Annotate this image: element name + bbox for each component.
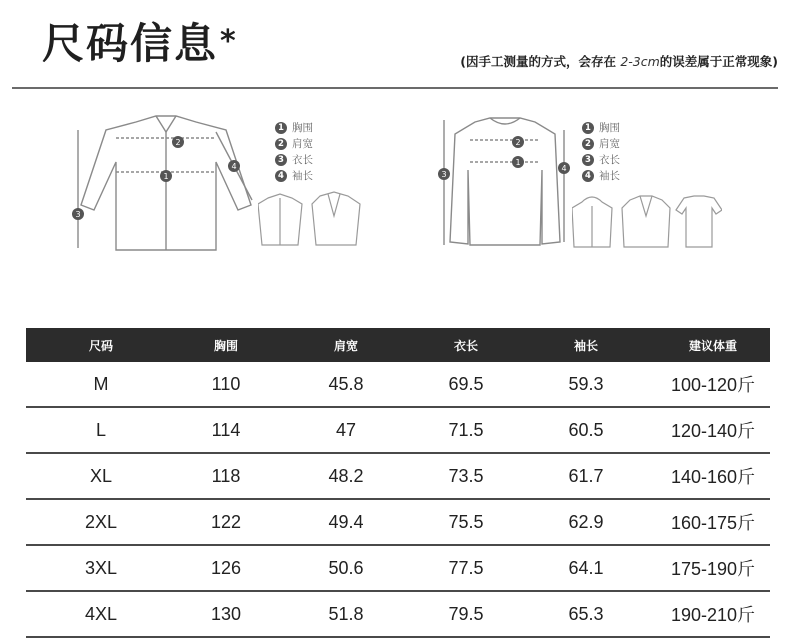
cell-sleeve: 61.7 [516, 453, 656, 499]
cell-length: 73.5 [416, 453, 516, 499]
legend-label: 袖长 [292, 170, 313, 182]
cell-size: L [26, 407, 176, 453]
cell-size: 3XL [26, 545, 176, 591]
title-text: 尺码信息 [42, 19, 219, 68]
legend-number: 2 [582, 138, 594, 150]
cell-length: 75.5 [416, 499, 516, 545]
legend-label: 胸围 [292, 122, 313, 134]
cell-chest: 118 [176, 453, 276, 499]
legend-item [582, 152, 620, 168]
legend-item [582, 136, 620, 152]
header-sleeve: 袖长 [516, 328, 656, 362]
garment-icons [572, 192, 722, 252]
table-row [26, 407, 770, 453]
table-row [26, 362, 770, 407]
cell-sleeve: 64.1 [516, 545, 656, 591]
cell-weight: 140-160斤 [656, 453, 770, 499]
cell-sleeve: 62.9 [516, 499, 656, 545]
cell-shoulder: 48.2 [276, 453, 416, 499]
cell-size: M [26, 362, 176, 407]
marker-sleeve: 4 [561, 164, 567, 173]
cell-weight: 160-175斤 [656, 499, 770, 545]
sweater-legend [582, 120, 620, 184]
marker-length: 3 [441, 170, 447, 179]
cell-chest: 122 [176, 499, 276, 545]
cell-chest: 114 [176, 407, 276, 453]
legend-item [582, 168, 620, 184]
cell-size: XL [26, 453, 176, 499]
sweater-diagram [430, 110, 580, 255]
legend-label: 袖长 [599, 170, 620, 182]
legend-number: 1 [275, 122, 287, 134]
page-title [42, 18, 238, 70]
cell-weight: 120-140斤 [656, 407, 770, 453]
table-row [26, 499, 770, 545]
shirt-diagram [66, 110, 266, 260]
cell-length: 79.5 [416, 591, 516, 637]
cell-size: 2XL [26, 499, 176, 545]
legend-item [275, 168, 313, 184]
table-row [26, 591, 770, 637]
header-weight: 建议体重 [656, 328, 770, 362]
legend-number: 3 [582, 154, 594, 166]
cell-shoulder: 49.4 [276, 499, 416, 545]
marker-shoulder: 2 [515, 138, 521, 147]
cell-weight: 190-210斤 [656, 591, 770, 637]
legend-item [275, 120, 313, 136]
measurement-note [460, 52, 778, 70]
legend-label: 肩宽 [292, 138, 313, 150]
shirt-legend [275, 120, 313, 184]
legend-label: 衣长 [599, 154, 620, 166]
marker-sleeve: 4 [231, 162, 237, 171]
legend-item [582, 120, 620, 136]
header-divider [12, 87, 778, 89]
note-prefix: (因手工测量的方式，会存在 [460, 54, 621, 69]
title-star: * [220, 24, 238, 59]
cell-chest: 130 [176, 591, 276, 637]
legend-label: 肩宽 [599, 138, 620, 150]
marker-length: 3 [75, 210, 81, 219]
jacket-icons [258, 190, 368, 250]
header-shoulder: 肩宽 [276, 328, 416, 362]
note-suffix: 的误差属于正常现象) [659, 54, 778, 69]
header-chest: 胸围 [176, 328, 276, 362]
legend-label: 衣长 [292, 154, 313, 166]
note-range: 2-3cm [620, 54, 660, 69]
cell-sleeve: 59.3 [516, 362, 656, 407]
table-row [26, 545, 770, 591]
cell-shoulder: 47 [276, 407, 416, 453]
cell-length: 69.5 [416, 362, 516, 407]
header-length: 衣长 [416, 328, 516, 362]
marker-chest: 1 [515, 158, 521, 167]
legend-label: 胸围 [599, 122, 620, 134]
cell-shoulder: 50.6 [276, 545, 416, 591]
cell-shoulder: 51.8 [276, 591, 416, 637]
cell-weight: 100-120斤 [656, 362, 770, 407]
marker-shoulder: 2 [175, 138, 181, 147]
legend-number: 1 [582, 122, 594, 134]
table-header-row [26, 328, 770, 362]
cell-sleeve: 60.5 [516, 407, 656, 453]
cell-chest: 126 [176, 545, 276, 591]
cell-shoulder: 45.8 [276, 362, 416, 407]
legend-number: 4 [275, 170, 287, 182]
legend-item [275, 136, 313, 152]
legend-number: 3 [275, 154, 287, 166]
cell-size: 4XL [26, 591, 176, 637]
legend-number: 4 [582, 170, 594, 182]
size-table [26, 328, 770, 638]
legend-number: 2 [275, 138, 287, 150]
table-row [26, 453, 770, 499]
header-size: 尺码 [26, 328, 176, 362]
marker-chest: 1 [163, 172, 169, 181]
cell-length: 77.5 [416, 545, 516, 591]
cell-length: 71.5 [416, 407, 516, 453]
cell-chest: 110 [176, 362, 276, 407]
cell-weight: 175-190斤 [656, 545, 770, 591]
legend-item [275, 152, 313, 168]
cell-sleeve: 65.3 [516, 591, 656, 637]
